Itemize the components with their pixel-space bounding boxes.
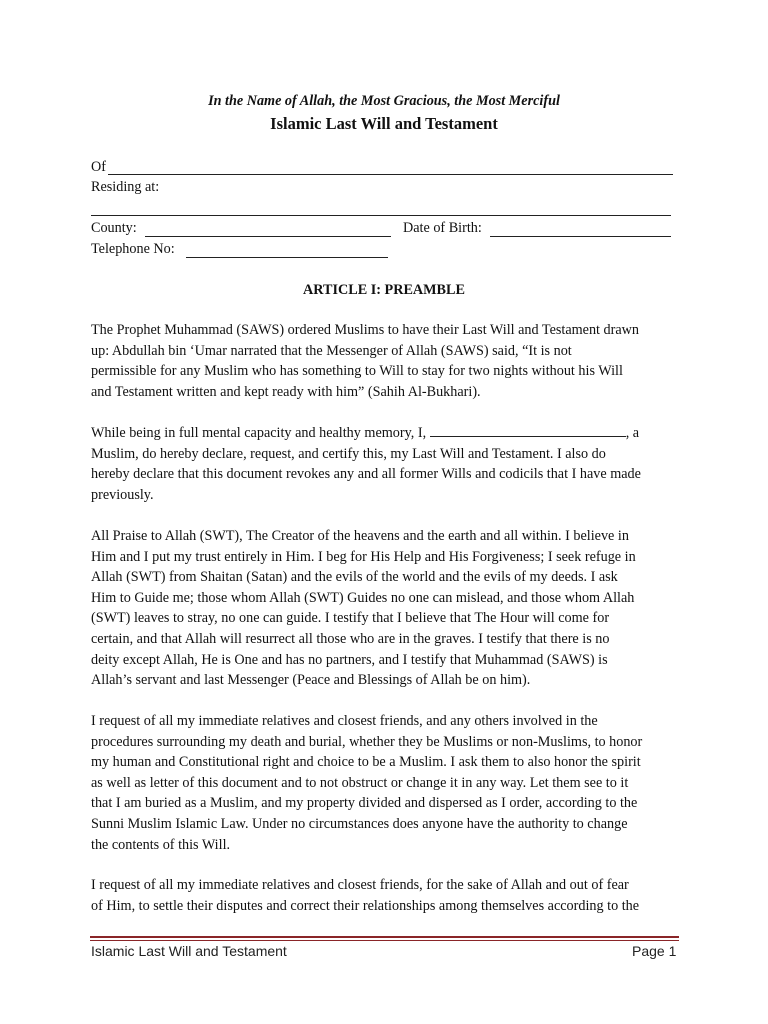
paragraph-line [91,423,691,444]
paragraph-line: Allah (SWT) from Shaitan (Satan) and the evils of the world and the evils of my deeds. I ask [91,569,618,586]
county-field[interactable] [145,236,391,237]
name-blank-field[interactable] [430,424,626,437]
of-label: Of [91,159,106,175]
paragraph-line: previously. [91,486,154,503]
paragraph-line: All Praise to Allah (SWT), The Creator of the heavens and the earth and all within. I believe in [91,528,629,544]
paragraph-line: (SWT) leaves to stray, no one can guide. I testify that I believe that The Hour will come for [91,610,610,627]
paragraph-line: hereby declare that this document revokes any and all former Wills and codicils that I have made [91,466,641,483]
footer-title: Islamic Last Will and Testament [91,943,287,959]
telephone-label: Telephone No: [91,241,175,257]
paragraph-line: my human and Constitutional right and choice to be a Muslim. I ask them to also honor the spirit [91,754,641,771]
declaration-text-before: While being in full mental capacity and healthy memory, I, [91,425,427,441]
paragraph-line: I request of all my immediate relatives and closest friends, and any others involved in the [91,713,598,729]
paragraph-2 [91,423,691,505]
residing-field[interactable] [91,215,671,216]
paragraph-line: Him to Guide me; those whom Allah (SWT) Guides no one can mislead, and those whom Allah [91,589,635,606]
paragraph-line: Him and I put my trust entirely in Him. I beg for His Help and His Forgiveness; I seek refuge in [91,548,636,565]
residing-label: Residing at: [91,179,160,195]
paragraph-4 [91,711,691,855]
footer-page-number: Page 1 [632,943,677,959]
paragraph-line: procedures surrounding my death and burial, whether they be Muslims or non-Muslims, to honor [91,733,643,750]
paragraph-line: and Testament written and kept ready with him” (Sahih Al-Bukhari). [91,383,481,400]
dob-label: Date of Birth: [403,220,482,236]
article-heading: ARTICLE I: PREAMBLE [303,282,465,298]
paragraph-line: that I am buried as a Muslim, and my property divided and dispersed as I order, according to the [91,795,638,812]
of-field[interactable] [108,174,673,175]
footer-rule-thin [90,940,679,941]
paragraph-line: certain, and that Allah will resurrect all those who are in the graves. I testify that there is no [91,630,610,647]
paragraph-line: the contents of this Will. [91,836,231,853]
dob-field[interactable] [490,236,671,237]
paragraph-3 [91,526,691,691]
paragraph-line: as well as letter of this document and to not obstruct or change it in any way. Let them see to it [91,774,629,791]
paragraph-line: up: Abdullah bin ‘Umar narrated that the Messenger of Allah (SAWS) said, “It is not [91,342,572,359]
document-title: Islamic Last Will and Testament [270,114,498,133]
paragraph-1 [91,320,691,402]
paragraph-5 [91,875,691,916]
paragraph-line: Sunni Muslim Islamic Law. Under no circumstances does anyone have the authority to change [91,815,628,832]
document-invocation: In the Name of Allah, the Most Gracious, the Most Merciful [208,93,560,109]
footer-rule [90,936,679,938]
paragraph-line: Allah’s servant and last Messenger (Peace and Blessings of Allah be on him). [91,672,531,689]
paragraph-line: I request of all my immediate relatives and closest friends, for the sake of Allah and out of fear [91,877,629,893]
county-label: County: [91,220,137,236]
telephone-field[interactable] [186,257,388,258]
paragraph-line: deity except Allah, He is One and has no partners, and I testify that Muhammad (SAWS) is [91,651,608,668]
declaration-text-after: , a [625,425,640,441]
paragraph-line: Muslim, do hereby declare, request, and certify this, my Last Will and Testament. I also do [91,445,606,462]
paragraph-line: of Him, to settle their disputes and correct their relationships among themselves according to the [91,897,640,914]
paragraph-line: The Prophet Muhammad (SAWS) ordered Muslims to have their Last Will and Testament drawn [91,322,640,338]
paragraph-line: permissible for any Muslim who has something to Will to stay for two nights without his Will [91,363,623,380]
